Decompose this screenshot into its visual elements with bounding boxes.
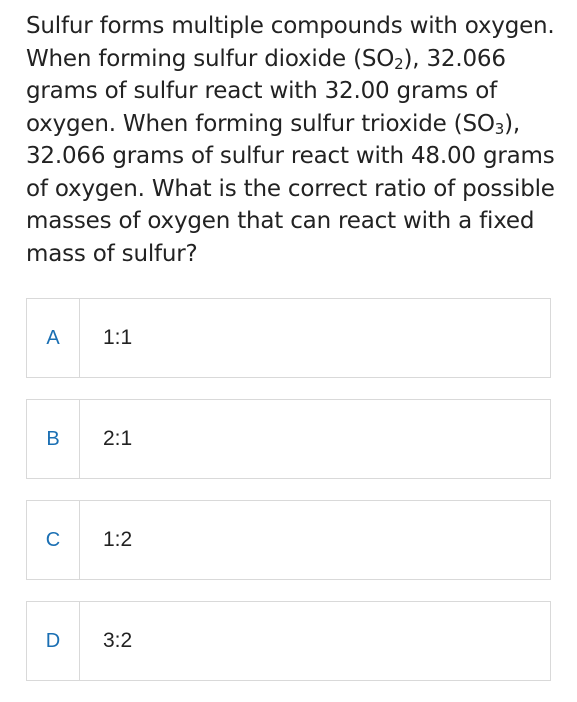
subscript-2: 2 [394,54,404,73]
question-text [26,10,566,270]
option-text: 3:2 [103,629,133,652]
option-letter: C [27,501,80,579]
option-text: 2:1 [103,427,133,450]
question-part-2: ), 32.066 grams of sulfur react with 32.00 grams of oxygen. When forming sulfur trioxide (SO [26,45,506,137]
option-text: 1:2 [103,528,133,551]
answer-options [26,298,551,702]
option-c[interactable] [26,500,551,580]
option-letter: A [27,299,80,377]
option-letter: D [27,602,80,680]
question-part-1: Sulfur forms multiple compounds with oxygen. When forming sulfur dioxide (SO [26,13,555,72]
question-part-3: ), 32.066 grams of sulfur react with 48.00 grams of oxygen. What is the correct ratio of possible masses of oxygen that can react with a fixed mass of sulfur? [26,110,555,267]
subscript-3: 3 [494,119,505,138]
option-text: 1:1 [103,326,133,349]
option-d[interactable] [26,601,551,681]
option-letter: B [27,400,80,478]
option-a[interactable] [26,298,551,378]
option-b[interactable] [26,399,551,479]
